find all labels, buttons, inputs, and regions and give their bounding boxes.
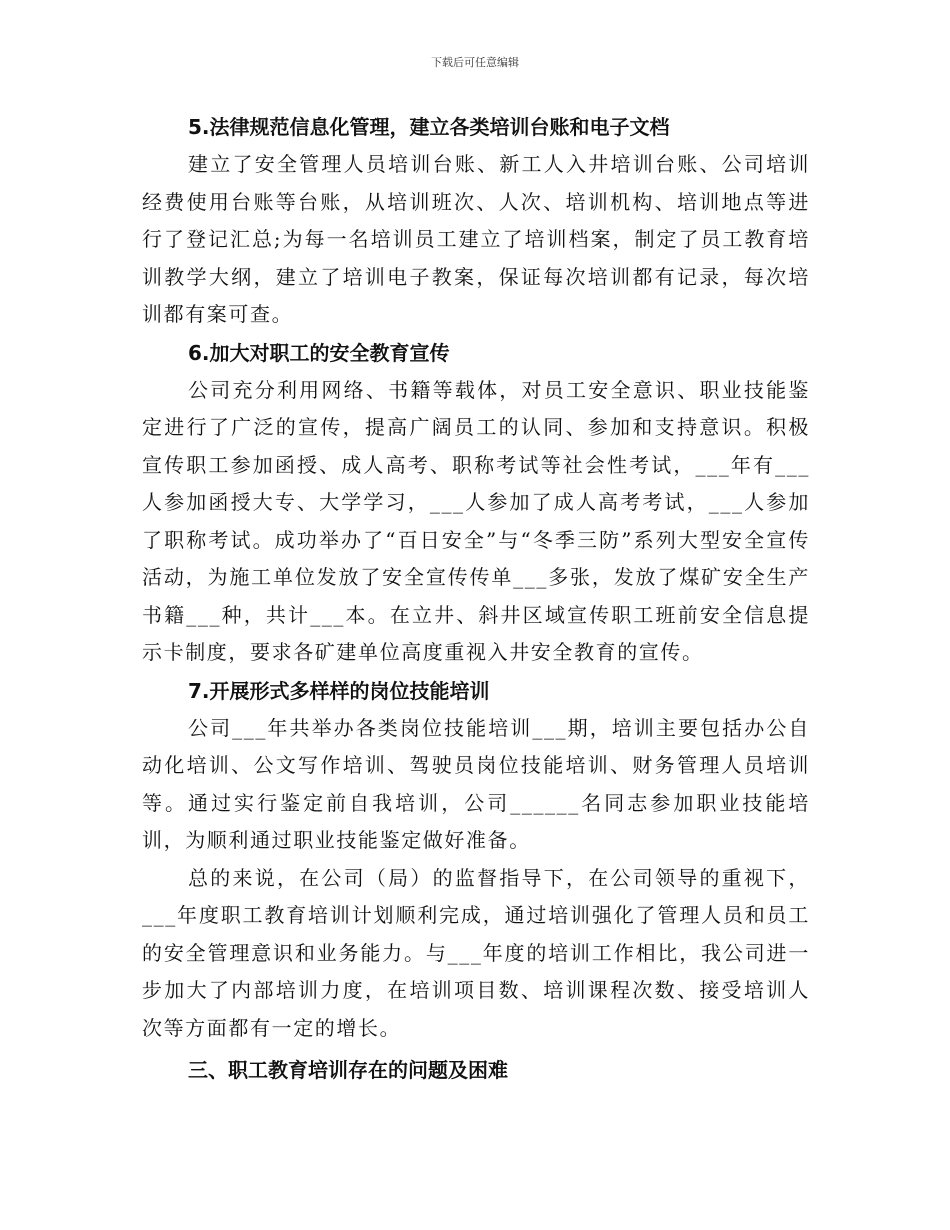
chapter-3-heading: 三、职工教育培训存在的问题及困难 (188, 1058, 508, 1082)
section-6-heading: 6.加大对职工的安全教育宣传 (188, 340, 450, 365)
section-7-paragraph-1: 公司___年共举办各类岗位技能培训___期，培训主要包括办公自动化培训、公文写作培训、驾驶员岗位技能培训、财务管理人员培训等。通过实行鉴定前自我培训，公司______名同志参加职业技能培训，为顺利通过职业技能鉴定做好准备。 (142, 715, 810, 852)
section-5-heading: 5.法律规范信息化管理，建立各类培训台账和电子文档 (188, 115, 670, 139)
section-7-paragraph-2: 总的来说，在公司（局）的监督指导下，在公司领导的重视下，___年度职工教育培训计划顺利完成，通过培训强化了管理人员和员工的安全管理意识和业务能力。与___年度的培训工作相比，我公司进一步加大了内部培训力度，在培训项目数、培训课程次数、接受培训人次等方面都有一定的增长。 (142, 865, 810, 1040)
section-7-heading: 7.开展形式多样样的岗位技能培训 (188, 678, 490, 703)
section-5 (142, 108, 810, 334)
section-6 (142, 334, 810, 672)
section-7 (142, 672, 810, 1048)
document-body (142, 108, 810, 1089)
page-header: 下载后可任意编辑 (431, 56, 519, 69)
section-5-paragraph-1: 建立了安全管理人员培训台账、新工人入井培训台账、公司培训经费使用台账等台账，从培训班次、人次、培训机构、培训地点等进行了登记汇总;为每一名培训员工建立了培训档案，制定了员工教育培训教学大纲，建立了培训电子教案，保证每次培训都有记录，每次培训都有案可查。 (142, 152, 810, 326)
section-6-paragraph-1: 公司充分利用网络、书籍等载体，对员工安全意识、职业技能鉴定进行了广泛的宣传，提高广阔员工的认同、参加和支持意识。积极宣传职工参加函授、成人高考、职称考试等社会性考试，___年有___人参加函授大专、大学学习，___人参加了成人高考考试，___人参加了职称考试。成功举办了“百日安全”与“冬季三防”系列大型安全宣传活动，为施工单位发放了安全宣传传单___多张，发放了煤矿安全生产书籍___种，共计___本。在立井、斜井区域宣传职工班前安全信息提示卡制度，要求各矿建单位高度重视入井安全教育的宣传。 (142, 377, 810, 664)
